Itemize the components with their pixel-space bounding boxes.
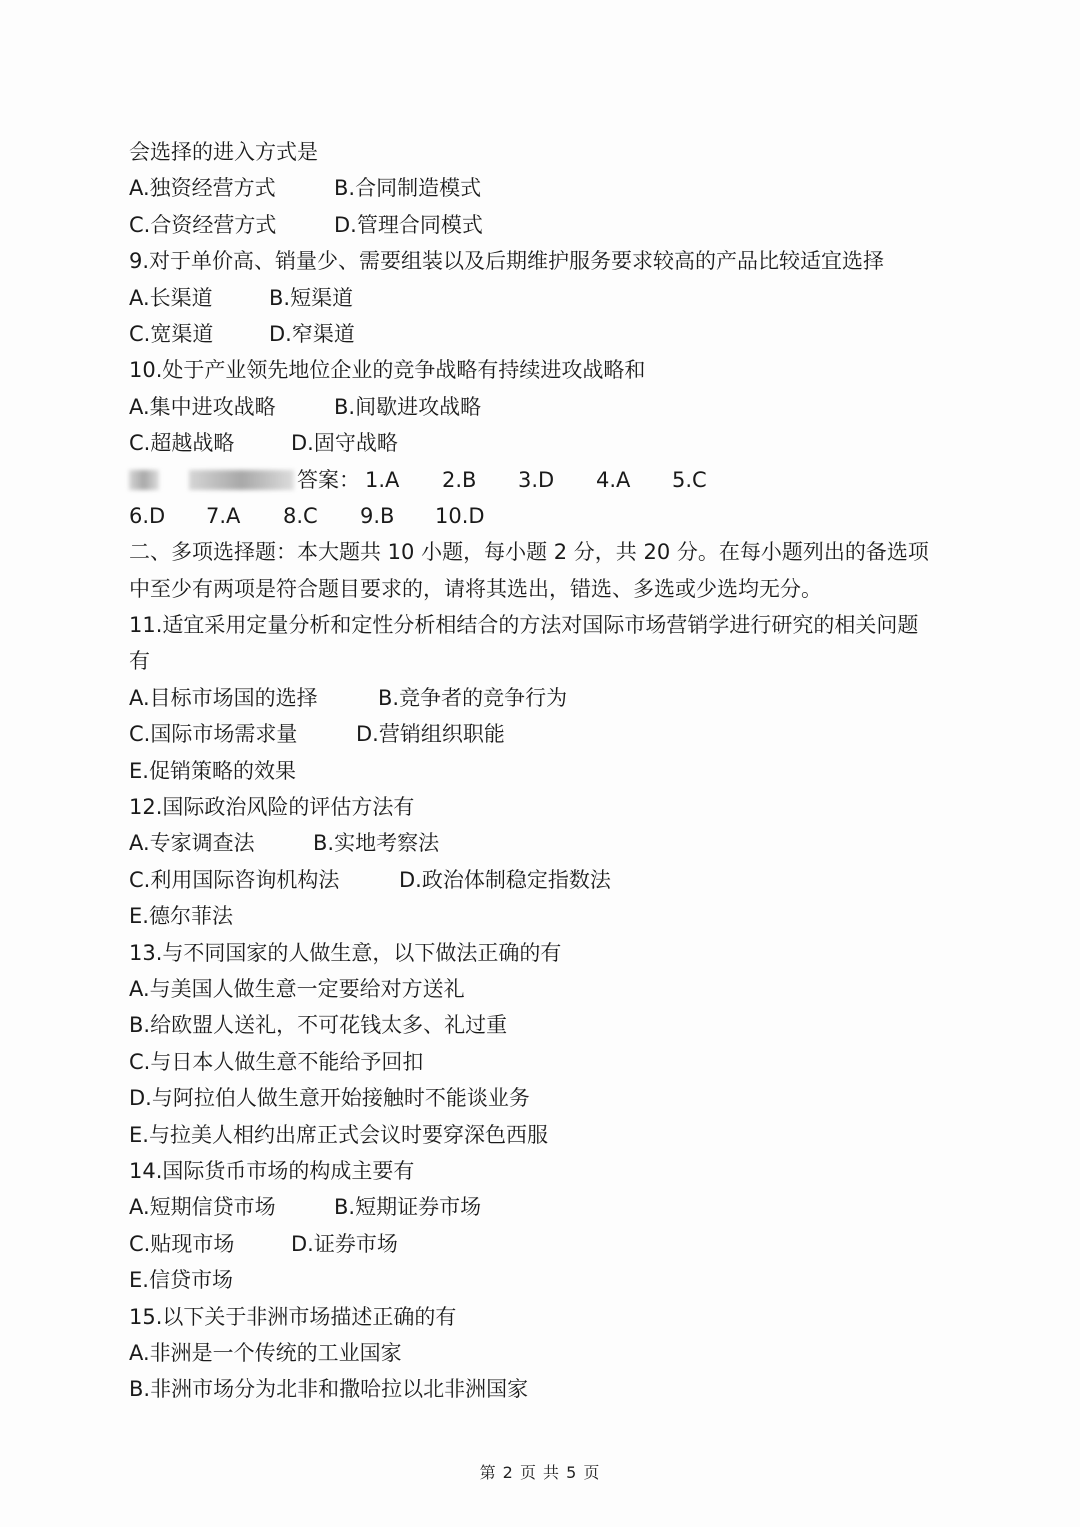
q15-option-b: B.非洲市场分为北非和撒哈拉以北非洲国家: [129, 1377, 529, 1402]
answer-5: 5.C: [672, 467, 707, 492]
q14-option-b: B.短期证券市场: [334, 1195, 482, 1220]
q14-options-row2: [129, 1226, 959, 1262]
q12-option-b: B.实地考察法: [313, 831, 440, 856]
q14-options-row3: [129, 1262, 959, 1298]
blurred-watermark-2: [189, 470, 294, 490]
q15-stem: 15.以下关于非洲市场描述正确的有: [129, 1304, 457, 1329]
q8-option-c: C.合资经营方式: [129, 212, 277, 237]
q8-options-row1: [129, 170, 959, 206]
q9-option-d: D.窄渠道: [269, 321, 355, 346]
q11-stem-line2: 有: [129, 649, 150, 674]
q8-options-row2: [129, 207, 959, 243]
answer-10: 10.D: [435, 503, 485, 528]
answer-8: 8.C: [283, 503, 318, 528]
q13-option-b: B.给欧盟人送礼，不可花钱太多、礼过重: [129, 1013, 508, 1038]
blurred-watermark-1: [129, 470, 159, 490]
q10-option-d: D.固守战略: [291, 431, 398, 456]
q11-option-c: C.国际市场需求量: [129, 722, 298, 747]
q10-options-row2: [129, 425, 959, 461]
answers-label: 答案：: [297, 467, 360, 492]
q14-option-c: C.贴现市场: [129, 1231, 235, 1256]
q13-option-c: C.与日本人做生意不能给予回扣: [129, 1049, 424, 1074]
q14-option-e: E.信贷市场: [129, 1268, 233, 1293]
q11-option-b: B.竞争者的竞争行为: [378, 685, 568, 710]
q10-option-b: B.间歇进攻战略: [334, 394, 482, 419]
answer-3: 3.D: [518, 467, 555, 492]
q11-options-row2: [129, 716, 959, 752]
q12-option-a: A.专家调查法: [129, 831, 255, 856]
q12-option-d: D.政治体制稳定指数法: [399, 867, 611, 892]
page-content: [129, 134, 959, 1408]
q10-option-a: A.集中进攻战略: [129, 394, 276, 419]
q9-options-row1: [129, 280, 959, 316]
q12-options-row1: [129, 825, 959, 861]
q9-option-b: B.短渠道: [269, 285, 354, 310]
q10-stem: 10.处于产业领先地位企业的竞争战略有持续进攻战略和: [129, 358, 646, 383]
q12-options-row3: [129, 898, 959, 934]
page-footer: 第 2 页 共 5 页: [479, 1463, 601, 1482]
q8-option-d: D.管理合同模式: [334, 212, 483, 237]
q14-option-d: D.证券市场: [291, 1231, 398, 1256]
section2-instructions-line2: 中至少有两项是符合题目要求的，请将其选出，错选、多选或少选均无分。: [129, 576, 822, 601]
q12-options-row2: [129, 862, 959, 898]
q11-stem-line1: 11.适宜采用定量分析和定性分析相结合的方法对国际市场营销学进行研究的相关问题: [129, 613, 919, 638]
q9-options-row2: [129, 316, 959, 352]
q9-option-c: C.宽渠道: [129, 321, 214, 346]
answer-4: 4.A: [596, 467, 631, 492]
q10-option-c: C.超越战略: [129, 431, 235, 456]
section2-instructions-line1: 二、多项选择题：本大题共 10 小题，每小题 2 分，共 20 分。在每小题列出的备选项: [129, 540, 929, 565]
answer-1: 1.A: [365, 467, 400, 492]
q12-option-e: E.德尔菲法: [129, 904, 233, 929]
q11-options-row3: [129, 753, 959, 789]
answer-7: 7.A: [206, 503, 241, 528]
q8-option-a: A.独资经营方式: [129, 176, 276, 201]
q11-options-row1: [129, 680, 959, 716]
q13-option-e: E.与拉美人相约出席正式会议时要穿深色西服: [129, 1122, 548, 1147]
q13-option-d: D.与阿拉伯人做生意开始接触时不能谈业务: [129, 1086, 530, 1111]
answer-2: 2.B: [442, 467, 477, 492]
q9-option-a: A.长渠道: [129, 285, 213, 310]
q11-option-e: E.促销策略的效果: [129, 758, 296, 783]
q10-options-row1: [129, 389, 959, 425]
q14-option-a: A.短期信贷市场: [129, 1195, 276, 1220]
q14-stem: 14.国际货币市场的构成主要有: [129, 1158, 415, 1183]
q14-options-row1: [129, 1189, 959, 1225]
answer-6: 6.D: [129, 503, 166, 528]
answers-row2: [129, 498, 959, 534]
q12-option-c: C.利用国际咨询机构法: [129, 867, 340, 892]
q11-option-a: A.目标市场国的选择: [129, 685, 318, 710]
q8-stem-tail: 会选择的进入方式是: [129, 140, 318, 164]
q12-stem: 12.国际政治风险的评估方法有: [129, 795, 415, 820]
q9-stem: 9.对于单价高、销量少、需要组装以及后期维护服务要求较高的产品比较适宜选择: [129, 249, 885, 274]
q11-option-d: D.营销组织职能: [356, 722, 505, 747]
answers-row1: [129, 462, 959, 498]
answer-9: 9.B: [360, 503, 395, 528]
q13-stem: 13.与不同国家的人做生意，以下做法正确的有: [129, 940, 562, 965]
q15-option-a: A.非洲是一个传统的工业国家: [129, 1340, 402, 1365]
q13-option-a: A.与美国人做生意一定要给对方送礼: [129, 976, 465, 1001]
q8-option-b: B.合同制造模式: [334, 176, 482, 201]
